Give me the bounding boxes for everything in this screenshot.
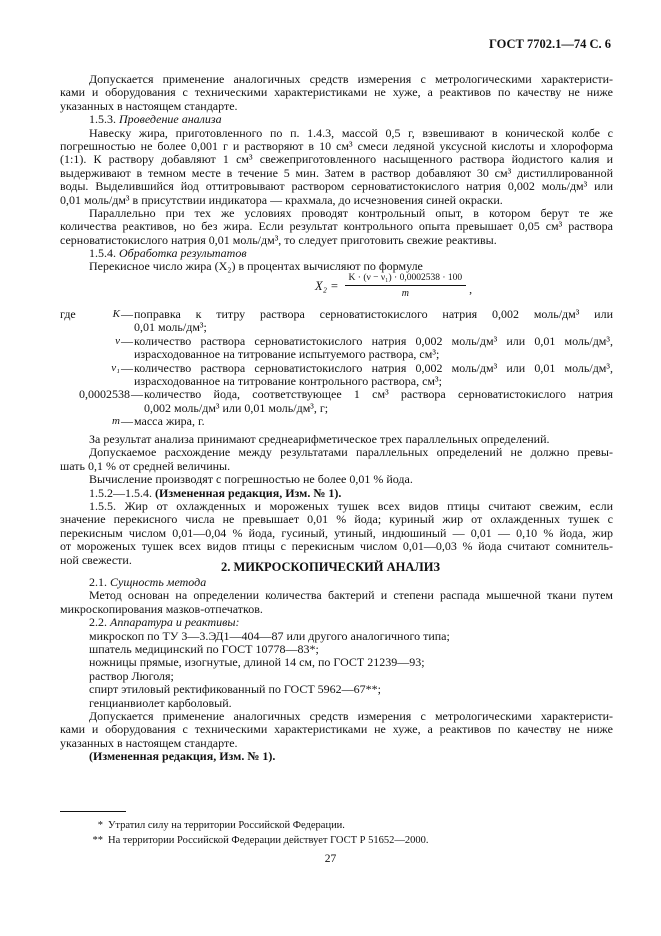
definition-term: ν₁ bbox=[111, 361, 120, 374]
line-text: 1.5.3. bbox=[89, 112, 119, 127]
line-text: 2.1. bbox=[89, 575, 110, 589]
text-line bbox=[60, 260, 613, 273]
line-text: Вычисление производят с погрешностью не более 0,01 % йода. bbox=[89, 472, 413, 487]
line-text: шать 0,1 % от средней величины. bbox=[60, 458, 231, 473]
bold-note: (Измененная редакция, Изм. № 1). bbox=[89, 749, 276, 764]
text-line bbox=[60, 616, 613, 629]
definition-term: m bbox=[112, 415, 120, 428]
definition-row bbox=[60, 362, 613, 375]
italic-subheading: Аппаратура и реактивы: bbox=[110, 615, 240, 630]
text-line bbox=[60, 153, 613, 166]
definition-text: масса жира, г. bbox=[134, 414, 205, 429]
text-line bbox=[60, 697, 613, 710]
page-number: 27 bbox=[324, 853, 337, 865]
footnote bbox=[60, 834, 429, 849]
line-text: микроскопирования мазков-отпечатков. bbox=[60, 601, 263, 616]
text-line bbox=[60, 446, 613, 459]
line-text: количества реактивов, но без жира. Если результат контрольного опыта превышает 0,05 см³ раствора bbox=[60, 219, 613, 234]
text-line bbox=[60, 683, 613, 696]
footnote-mark: ** bbox=[92, 834, 103, 846]
text-line bbox=[60, 589, 613, 602]
line-text: Навеску жира, приготовленного по п. 1.4.3, массой 0,5 г, взвешивают в конической колбе с bbox=[89, 125, 613, 140]
line-text: микроскоп по ТУ 3—3.ЭД1—404—87 или другого аналогичного типа; bbox=[89, 628, 450, 643]
line-text: ками и оборудования с техническими характеристиками не хуже, а реактивов по качеству не ниже bbox=[60, 85, 613, 100]
definition-row bbox=[60, 375, 613, 388]
text-line bbox=[60, 220, 613, 233]
line-text: За результат анализа принимают среднеарифметическое трех параллельных определений. bbox=[89, 432, 550, 446]
line-text: выдерживают в темном месте в течение 5 мин. Затем в раствор добавляют 30 см³ дистиллированной bbox=[60, 165, 613, 180]
formula-comma: , bbox=[469, 281, 473, 296]
text-line bbox=[60, 750, 613, 763]
definition-dash bbox=[120, 321, 134, 334]
footnote-text: На территории Российской Федерации действует ГОСТ Р 51652—2000. bbox=[108, 834, 429, 846]
text-line bbox=[60, 500, 613, 513]
text-line bbox=[60, 643, 613, 656]
text-line bbox=[60, 167, 613, 180]
definition-dash: — bbox=[131, 387, 143, 402]
text-line bbox=[60, 433, 613, 446]
definition-dash bbox=[120, 348, 134, 361]
line-text: от мороженых тушек всех видов птицы с перекисным числом 0,01—0,03 % йода считают сомнитель- bbox=[60, 539, 613, 554]
where-label: где bbox=[60, 307, 76, 321]
line-text: ной свежести. bbox=[60, 552, 132, 567]
definition-term: K bbox=[112, 308, 120, 320]
text-line bbox=[60, 656, 613, 669]
where-label bbox=[60, 348, 90, 361]
text-line bbox=[60, 527, 613, 540]
text-line bbox=[60, 180, 613, 193]
line-text: 2.2. bbox=[89, 615, 110, 630]
text-line bbox=[60, 576, 613, 589]
text-line bbox=[60, 737, 613, 750]
definition-text: 0,01 моль/дм³; bbox=[134, 320, 207, 335]
section-1-5-3-text bbox=[60, 73, 613, 274]
line-text: перекисным числом 0,01—0,04 % йода, гусиный, утиный, индюшиный — 0,01 — 0,10 % йода, жир bbox=[60, 525, 613, 540]
definition-row bbox=[60, 348, 613, 361]
formula-definitions bbox=[60, 308, 613, 429]
line-text: 0,01 моль/дм³ в присутствии индикатора — крахмала, до исчезновения синей окраски. bbox=[60, 192, 503, 207]
line-text: шпатель медицинский по ГОСТ 10778—83*; bbox=[89, 641, 319, 656]
definition-term bbox=[60, 402, 130, 415]
text-line bbox=[60, 473, 613, 486]
line-text: 1.5.5. Жир от охлажденных и мороженых тушек всех видов птицы считают свежим, если bbox=[89, 498, 613, 513]
line-text: указанных в настоящем стандарте. bbox=[60, 98, 238, 113]
italic-subheading: Сущность метода bbox=[110, 575, 207, 589]
line-text: Допускаемое расхождение между результатами параллельных определений не должно превы- bbox=[89, 445, 613, 460]
text-line bbox=[60, 487, 613, 500]
definition-row bbox=[60, 402, 613, 415]
definition-dash bbox=[120, 375, 134, 388]
where-label bbox=[60, 335, 90, 348]
section-heading: 2. МИКРОСКОПИЧЕСКИЙ АНАЛИЗ bbox=[220, 560, 441, 574]
where-label bbox=[60, 362, 90, 375]
bold-note: (Измененная редакция, Изм. № 1). bbox=[155, 485, 342, 500]
footnote-mark: * bbox=[97, 820, 103, 831]
where-label bbox=[60, 375, 90, 388]
line-text: спирт этиловый ректификованный по ГОСТ 5962—67**; bbox=[89, 682, 381, 697]
text-line bbox=[60, 710, 613, 723]
definition-row bbox=[60, 321, 613, 334]
definition-text: количество йода, соответствующее 1 см³ раствора серноватистокислого натрия bbox=[144, 387, 613, 402]
line-text: значение перекисного числа не превышает 0,01 % йода; куриный жир от охлажденных тушек с bbox=[60, 512, 613, 527]
line-text: Перекисное число жира (X₂) в процентах вычисляют по формуле bbox=[89, 259, 423, 274]
definition-dash: — bbox=[121, 307, 133, 321]
section-2-text bbox=[60, 576, 613, 763]
definition-term: ν bbox=[115, 334, 120, 347]
footnote-text: Утратил силу на территории Российской Федерации. bbox=[108, 820, 345, 831]
definition-row bbox=[60, 308, 613, 321]
footnote-divider bbox=[60, 811, 126, 812]
line-text: серноватистокислого натрия 0,01 моль/дм³, то следует приготовить свежие реактивы. bbox=[60, 232, 497, 247]
definition-dash: — bbox=[121, 414, 133, 429]
line-text: 1.5.2—1.5.4. bbox=[89, 485, 155, 500]
text-line bbox=[60, 247, 613, 260]
section-1-5-results-text bbox=[60, 433, 613, 567]
footnote bbox=[60, 819, 429, 834]
definition-text: количество раствора серноватистокислого натрия 0,002 моль/дм³ или 0,01 моль/дм³, bbox=[134, 333, 613, 348]
text-line bbox=[60, 140, 613, 153]
formula bbox=[315, 273, 472, 299]
text-line bbox=[60, 540, 613, 553]
definition-dash: — bbox=[121, 333, 133, 348]
definition-text: израсходованное на титрование испытуемого раствора, см³; bbox=[134, 347, 440, 362]
line-text: Метод основан на определении количества бактерий и степени распада мышечной ткани путем bbox=[89, 588, 613, 603]
text-line bbox=[60, 86, 613, 99]
text-line bbox=[60, 723, 613, 736]
definition-text: количество раствора серноватистокислого натрия 0,002 моль/дм³ или 0,01 моль/дм³, bbox=[134, 360, 613, 375]
definition-row bbox=[60, 388, 613, 401]
page-header: ГОСТ 7702.1—74 С. 6 bbox=[488, 37, 611, 51]
line-text: раствор Люголя; bbox=[89, 668, 174, 683]
definition-dash: — bbox=[121, 360, 133, 375]
line-text: Параллельно при тех же условиях проводят контрольный опыт, в котором берут те же bbox=[89, 205, 613, 220]
line-text: (1:1). К раствору добавляют 1 см³ свежеприготовленного насыщенного раствора йодистого калия и bbox=[60, 152, 613, 167]
text-line bbox=[60, 630, 613, 643]
italic-subheading: Проведение анализа bbox=[119, 112, 222, 127]
line-text: указанных в настоящем стандарте. bbox=[60, 735, 238, 750]
formula-fraction bbox=[345, 273, 467, 299]
line-text: ножницы прямые, изогнутые, длиной 14 см, по ГОСТ 21239—93; bbox=[89, 655, 425, 670]
line-text: Допускается применение аналогичных средств измерения с метрологическими характеристи- bbox=[89, 708, 613, 723]
definition-dash bbox=[130, 402, 144, 415]
line-text: ками и оборудования с техническими характеристиками не хуже, а реактивов по качеству не ниже bbox=[60, 722, 613, 737]
line-text: генцианвиолет карболовый. bbox=[89, 695, 232, 710]
text-line bbox=[60, 460, 613, 473]
text-line bbox=[60, 670, 613, 683]
text-line bbox=[60, 207, 613, 220]
line-text: 1.5.4. bbox=[89, 246, 119, 261]
text-line bbox=[60, 234, 613, 247]
text-line bbox=[60, 513, 613, 526]
text-line bbox=[60, 73, 613, 86]
definition-text: 0,002 моль/дм³ или 0,01 моль/дм³, г; bbox=[144, 400, 329, 415]
text-line bbox=[60, 194, 613, 207]
where-label bbox=[60, 321, 90, 334]
footnotes bbox=[60, 819, 429, 848]
text-line bbox=[60, 603, 613, 616]
text-line bbox=[60, 127, 613, 140]
definition-row bbox=[60, 415, 613, 428]
definition-term bbox=[90, 348, 120, 361]
text-line bbox=[60, 113, 613, 126]
text-line bbox=[60, 100, 613, 113]
formula-numerator: K · (ν − ν₁) · 0,0002538 · 100 bbox=[345, 273, 467, 286]
italic-subheading: Обработка результатов bbox=[119, 246, 247, 261]
definition-text: израсходованное на титрование контрольного раствора, см³; bbox=[134, 373, 442, 388]
definition-term bbox=[90, 321, 120, 334]
definition-row bbox=[60, 335, 613, 348]
formula-denominator: m bbox=[401, 288, 409, 299]
formula-lhs: X₂ = bbox=[315, 278, 339, 293]
definition-term bbox=[90, 375, 120, 388]
line-text: Допускается применение аналогичных средств измерения с метрологическими характеристи- bbox=[89, 72, 613, 86]
line-text: воды. Выделившийся йод оттитровывают раствором серноватистокислого натрия 0,002 моль/дм³ или bbox=[60, 179, 613, 194]
where-label bbox=[60, 415, 90, 428]
definition-term: 0,0002538 bbox=[79, 387, 130, 402]
definition-text: поправка к титру раствора серноватистокислого натрия 0,002 моль/дм³ или bbox=[134, 307, 613, 321]
line-text: погрешностью не более 0,001 г и растворяют в 10 см³ смеси ледяной уксусной кислоты и хлороформа bbox=[60, 138, 613, 153]
